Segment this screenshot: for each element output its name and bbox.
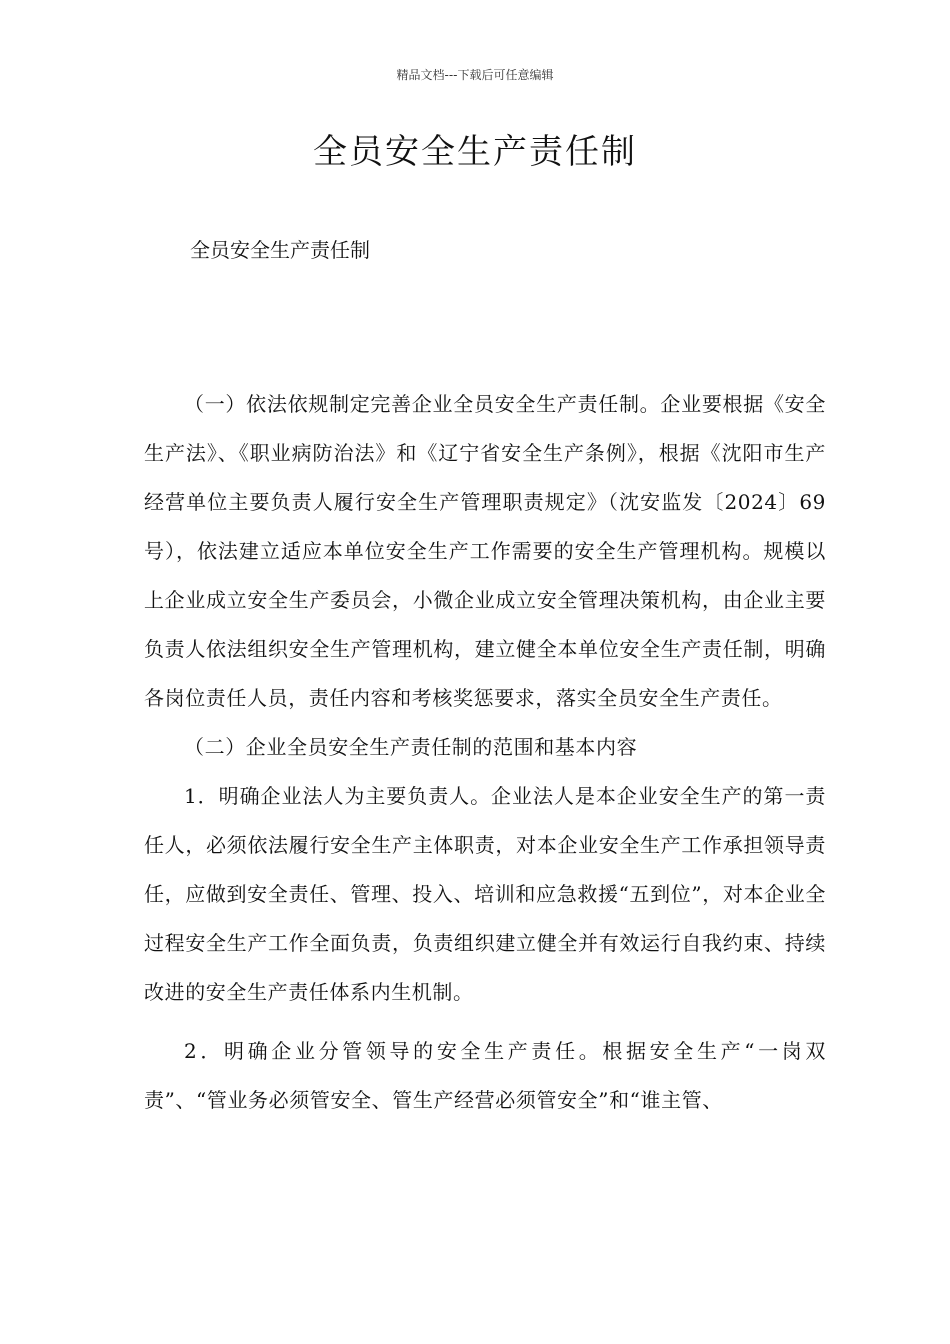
document-title: 全员安全生产责任制 (313, 132, 637, 172)
paragraph-4: 2．明确企业分管领导的安全生产责任。根据安全生产“一岗双责”、“管业务必须管安全、管生产经营必须管安全”和“谁主管、 (144, 1039, 826, 1112)
paragraph-1: （一）依法依规制定完善企业全员安全生产责任制。企业要根据《安全生产法》、《职业病防治法》和《辽宁省安全生产条例》，根据《沈阳市生产经营单位主要负责人履行安全生产管理职责规定》（沈安监发〔2024〕69号），依法建立适应本单位安全生产工作需要的安全生产管理机构。规模以上企业成立安全生产委员会，小微企业成立安全管理决策机构，由企业主要负责人依法组织安全生产管理机构，建立健全本单位安全生产责任制，明确各岗位责任人员，责任内容和考核奖惩要求，落实全员安全生产责任。 (144, 392, 826, 710)
document-body (144, 380, 826, 1125)
paragraph-3: 1．明确企业法人为主要负责人。企业法人是本企业安全生产的第一责任人，必须依法履行安全生产主体职责，对本企业安全生产工作承担领导责任，应做到安全责任、管理、投入、培训和应急救援“五到位”，对本企业全过程安全生产工作全面负责，负责组织建立健全并有效运行自我约束、持续改进的安全生产责任体系内生机制。 (144, 784, 826, 1004)
document-subtitle: 全员安全生产责任制 (190, 238, 370, 262)
paragraph-2: （二）企业全员安全生产责任制的范围和基本内容 (184, 735, 638, 759)
header-note: 精品文档---下载后可任意编辑 (396, 68, 554, 82)
